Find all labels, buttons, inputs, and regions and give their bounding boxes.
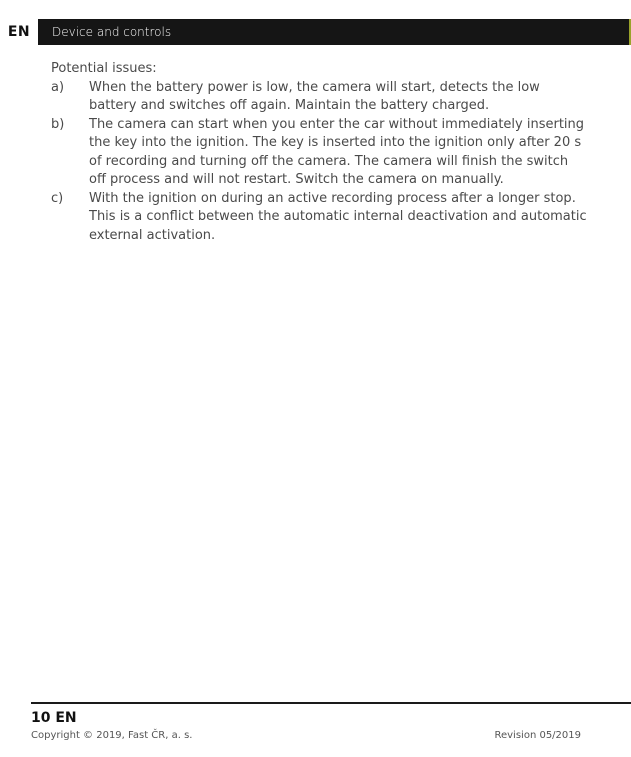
- copyright-notice: Copyright © 2019, Fast ČR, a. s.: [31, 730, 193, 741]
- issue-letter: b): [51, 116, 65, 132]
- revision-label: Revision 05/2019: [494, 730, 581, 741]
- section-title: Device and controls: [52, 25, 172, 39]
- issues-heading: Potential issues:: [51, 61, 157, 76]
- issue-text: With the ignition on during an active recording process after a longer stop. This is a conflict between the automatic internal deactivation and automatic external activation.: [89, 190, 587, 243]
- issue-letter: a): [51, 79, 65, 95]
- page-header: [0, 19, 631, 45]
- issue-item-b: [51, 116, 587, 190]
- issue-item-a: [51, 79, 587, 116]
- main-content: [51, 60, 587, 245]
- language-tag: EN: [0, 19, 38, 45]
- issue-text: The camera can start when you enter the car without immediately inserting the key into the ignition. The key is inserted into the ignition only after 20 s of recording and turning off the camera. The camera will finish the switch off process and will not restart. Switch the camera on manually.: [89, 116, 585, 187]
- issue-text: When the battery power is low, the camera will start, detects the low battery and switches off again. Maintain the battery charged.: [89, 79, 540, 113]
- footer-divider: [31, 702, 631, 704]
- issue-letter: c): [51, 190, 64, 206]
- page-number: 10 EN: [31, 710, 77, 726]
- section-title-bar: [38, 19, 631, 45]
- issue-item-c: [51, 190, 587, 246]
